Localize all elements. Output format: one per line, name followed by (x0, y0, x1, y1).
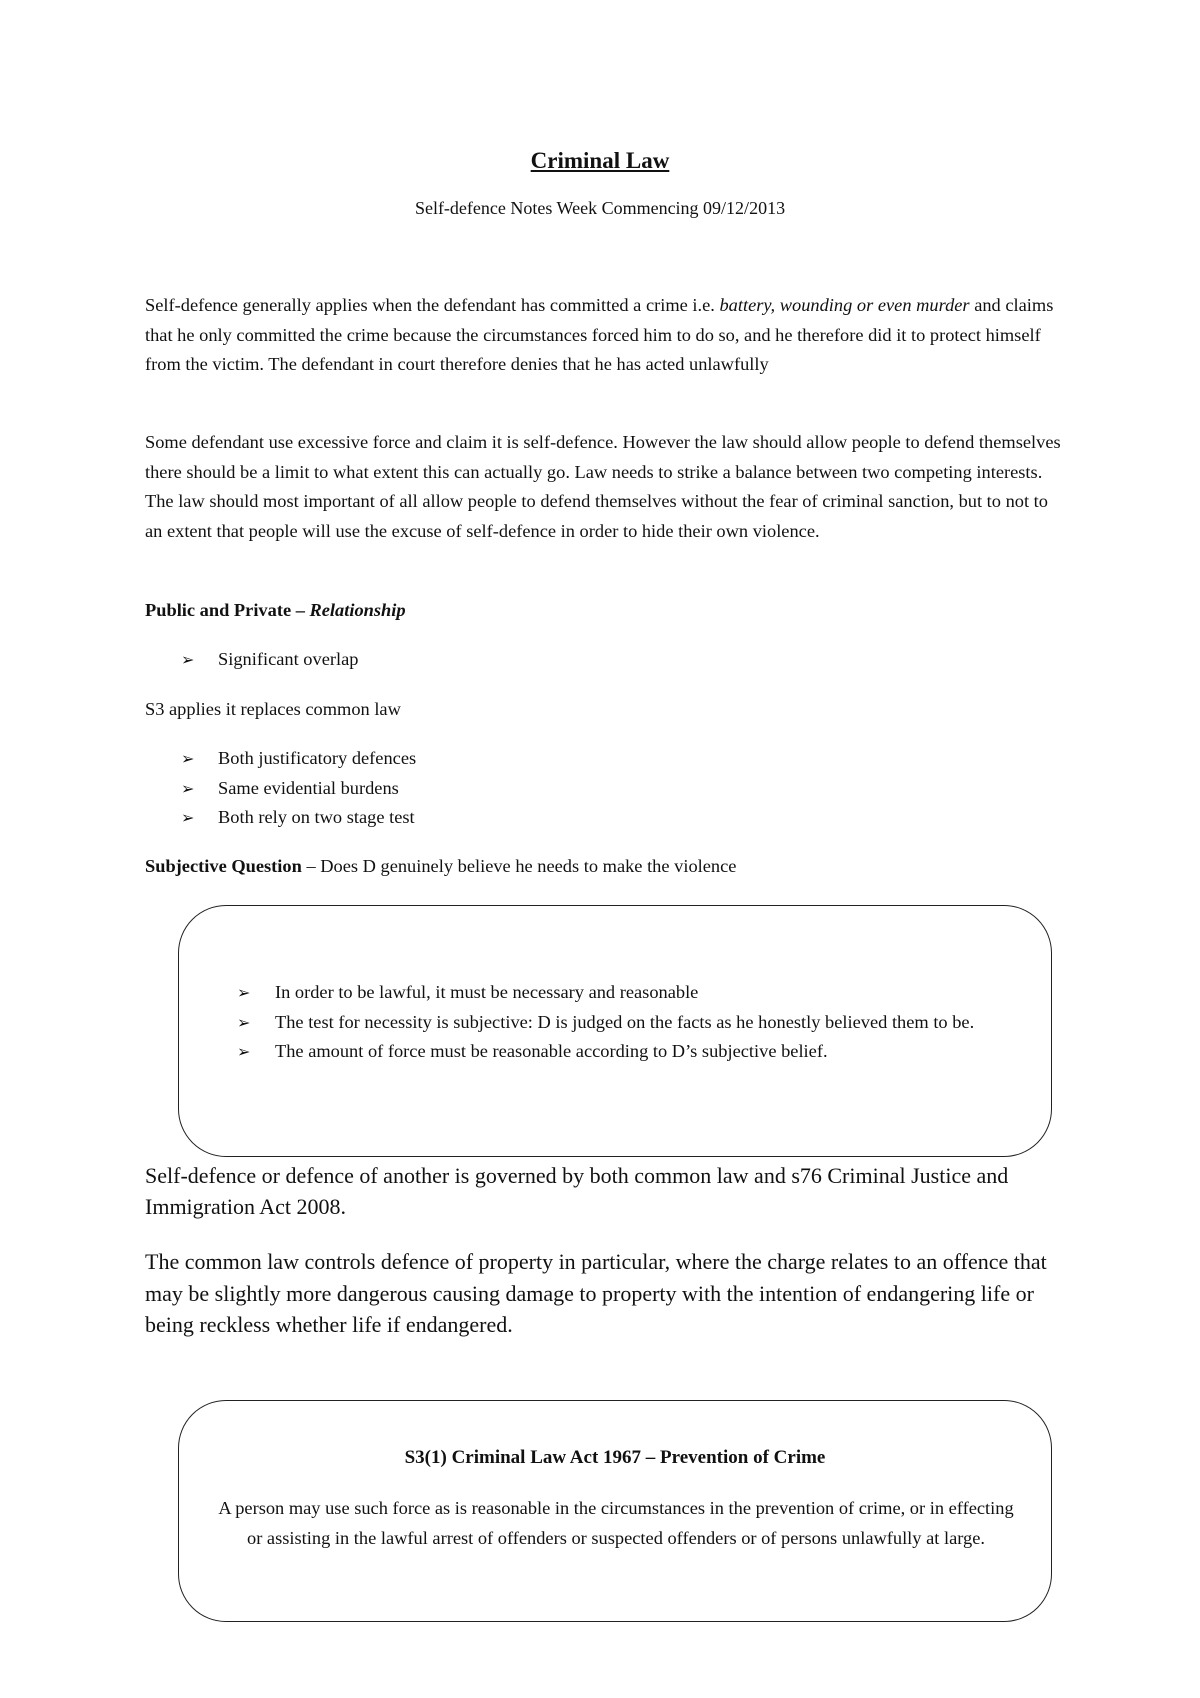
s3-line: S3 applies it replaces common law (145, 699, 401, 719)
intro-p1-end: and claims that he only committed the crime because the circumstances forced him to do so, and he therefore did it to protect himself from the victim. The defendant in court therefore denies that he has acted unlawfully (145, 295, 1054, 374)
list-item (237, 978, 1007, 1008)
subjective-question (145, 852, 1065, 882)
lawfulness-bullets (237, 978, 1007, 1067)
list-item (145, 744, 1065, 774)
statute-heading: S3(1) Criminal Law Act 1967 – Prevention of Crime (404, 1447, 826, 1468)
arrowhead-bullet-icon: ➢ (237, 983, 251, 1002)
lawfulness-box (178, 905, 1052, 1157)
intro-p1-start: Self-defence generally applies when the defendant has committed a crime i.e. (145, 295, 720, 315)
heading-bold: Public and Private – (145, 600, 310, 620)
subjective-text: – Does D genuinely believe he needs to make the violence (301, 856, 737, 876)
list-item-text: Both justificatory defences (218, 748, 417, 768)
statute-box (178, 1400, 1052, 1622)
list-item-text: Both rely on two stage test (218, 807, 415, 827)
heading-italic: Relationship (309, 600, 406, 620)
list-item-text: In order to be lawful, it must be necessary and reasonable (275, 982, 699, 1002)
list-item-text: The amount of force must be reasonable according to D’s subjective belief. (275, 1041, 828, 1061)
arrowhead-bullet-icon: ➢ (181, 778, 195, 798)
arrowhead-bullet-icon: ➢ (181, 650, 195, 669)
list-item-text: Same evidential burdens (218, 777, 399, 798)
section-heading-public-private (145, 596, 1065, 626)
arrowhead-bullet-icon: ➢ (181, 808, 195, 827)
list-item (237, 1008, 1007, 1038)
intro-p1-italic: battery, wounding or even murder (719, 295, 970, 315)
statute-text: A person may use such force as is reasonable in the circumstances in the prevention of crime, or in effecting or assisting in the lawful arrest of offenders or suspected offenders or of persons unlawfully at large. (218, 1498, 1014, 1548)
body-paragraph-4: The common law controls defence of property in particular, where the charge relates to an offence that may be slightly more dangerous causing damage to property with the intention of endangering life or being reckless whether life if endangered. (145, 1249, 1047, 1337)
list-item (145, 774, 1065, 804)
list-item (145, 645, 1065, 675)
list-item-text: The test for necessity is subjective: D is judged on the facts as he honestly believed them to be. (275, 1011, 975, 1032)
bullet-list-overlap (145, 645, 1065, 675)
intro-paragraph-1 (145, 291, 1065, 380)
arrowhead-bullet-icon: ➢ (181, 749, 195, 768)
document-subtitle: Self-defence Notes Week Commencing 09/12/2013 (414, 198, 786, 218)
subjective-label: Subjective Question (145, 856, 302, 876)
list-item-text: Significant overlap (218, 649, 359, 669)
arrowhead-bullet-icon: ➢ (237, 1042, 251, 1061)
arrowhead-bullet-icon: ➢ (237, 1012, 251, 1032)
intro-paragraph-2: Some defendant use excessive force and claim it is self-defence. However the law should allow people to defend themselves there should be a limit to what extent this can actually go. Law needs to strike a balance between two competing interests. The law should most important of all allow people to defend themselves without the fear of criminal sanction, but to not to an extent that people will use the excuse of self-defence in order to hide their own violence. (145, 432, 1061, 541)
list-item (237, 1037, 1007, 1067)
list-item (145, 803, 1065, 833)
bullet-list-defences (145, 744, 1065, 833)
body-paragraph-3: Self-defence or defence of another is governed by both common law and s76 Criminal Justice and Immigration Act 2008. (145, 1163, 1009, 1219)
document-title: Criminal Law (530, 148, 670, 173)
